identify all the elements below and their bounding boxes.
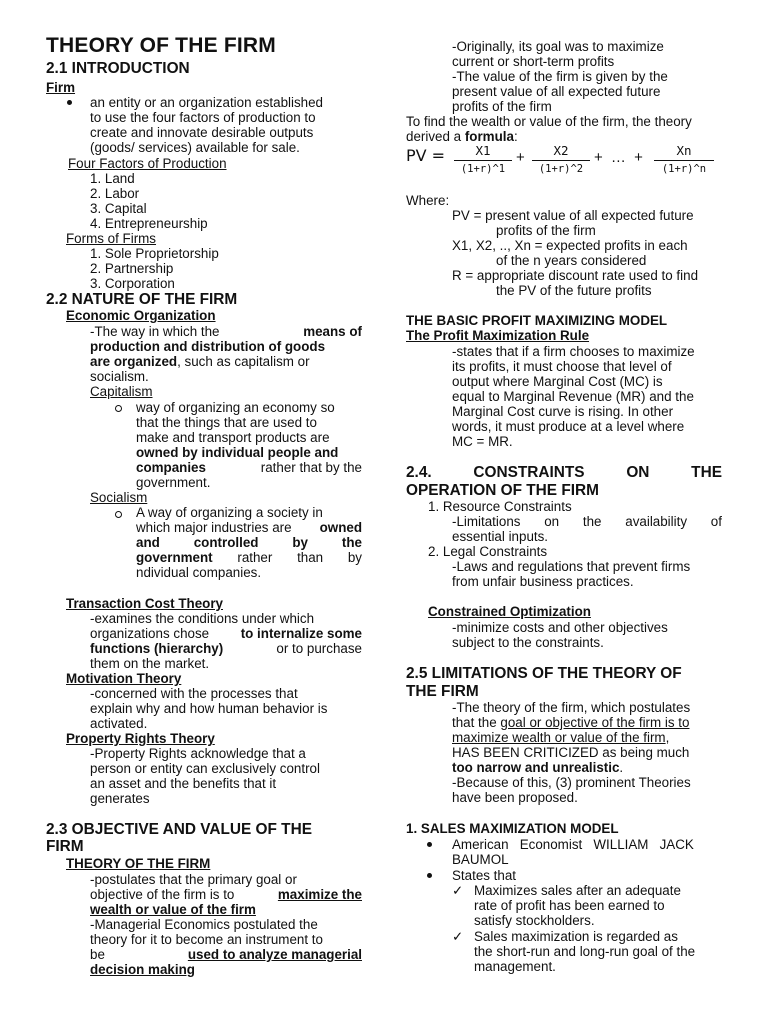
text: that the — [452, 715, 497, 730]
limitations-line: have been proposed. — [452, 790, 578, 805]
formula-exponent: ^2 — [570, 163, 584, 176]
text: be — [90, 947, 105, 962]
co-line: -minimize costs and other objectives — [452, 620, 668, 635]
find-line: To find the wealth or value of the firm, the theory — [406, 114, 692, 129]
smm-line — [452, 837, 722, 852]
firm-definition-line: an entity or an organization established — [90, 95, 324, 110]
legal-constraints-label: 2. Legal Constraints — [428, 544, 548, 559]
pmr-line: MC = MR. — [452, 434, 513, 449]
bold-text: by — [292, 535, 308, 550]
bold-text: government — [136, 550, 213, 565]
bold-text: formula — [464, 129, 514, 144]
pmr-line: its profits, it must choose that level of — [452, 359, 672, 374]
where-line: PV = present value of all expected future — [452, 208, 694, 223]
socialism-line: A way of organizing a society in — [136, 505, 323, 520]
tof-line: theory for it to become an instrument to — [90, 932, 323, 947]
section-2-1-heading: 2.1 INTRODUCTION — [46, 60, 190, 77]
formula-numerator: Xn — [676, 143, 692, 158]
socialism-line: ndividual companies. — [136, 565, 262, 580]
capitalism-line: government. — [136, 475, 211, 490]
bullet-icon — [427, 873, 432, 878]
formula-term-n — [654, 143, 714, 177]
find-line — [406, 129, 518, 144]
prt-line: generates — [90, 791, 150, 806]
mt-line: explain why and how human behavior is — [90, 701, 328, 716]
text: rather — [237, 550, 273, 565]
text: availability — [625, 514, 688, 529]
section-2-3-heading: 2.3 OBJECTIVE AND VALUE OF THE — [46, 821, 312, 838]
page-title: THEORY OF THE FIRM — [46, 34, 276, 57]
four-factors-label: Four Factors of Production — [68, 156, 227, 171]
prt-line: an asset and the benefits that it — [90, 776, 277, 791]
list-item: 2. Labor — [90, 186, 140, 201]
smm-line: management. — [474, 959, 556, 974]
section-2-5-heading: 2.5 LIMITATIONS OF THE THEORY OF — [406, 665, 682, 682]
limitations-line — [452, 715, 689, 730]
text: . — [619, 760, 624, 775]
tof-line: -postulates that the primary goal or — [90, 872, 297, 887]
where-line: R = appropriate discount rate used to find — [452, 268, 699, 283]
formula-denominator: (1+r)^1 — [460, 163, 506, 176]
value-line: profits of the firm — [452, 99, 552, 114]
list-item: 1. Land — [90, 171, 135, 186]
bold-text: functions (hierarchy) — [90, 641, 224, 656]
formula-lhs: PV = — [406, 146, 446, 165]
circle-bullet-icon — [115, 405, 122, 412]
value-line: -The value of the firm is given by the — [452, 69, 668, 84]
section-2-4-heading: OPERATION OF THE FIRM — [406, 482, 599, 499]
rc-line — [452, 514, 722, 529]
text: -Limitations — [452, 514, 521, 529]
text: than — [297, 550, 324, 565]
bullet-icon — [67, 100, 72, 105]
list-item: 1. Sole Proprietorship — [90, 246, 219, 261]
value-line: -Originally, its goal was to maximize — [452, 39, 664, 54]
text: American Economist WILLIAM JACK — [452, 837, 694, 852]
tct-line: them on the market. — [90, 656, 210, 671]
bold-text: maximize the — [277, 887, 362, 902]
section-2-2-heading: 2.2 NATURE OF THE FIRM — [46, 291, 238, 308]
text: derived a — [406, 129, 462, 144]
text: , such as capitalism or — [177, 354, 310, 369]
bold-text: are organized — [90, 354, 178, 369]
heading-word: ON — [626, 464, 650, 481]
formula-exponent: ^1 — [492, 163, 506, 176]
fraction-bar — [532, 160, 590, 161]
limitations-line: -Because of this, (3) prominent Theories — [452, 775, 691, 790]
text: on — [544, 514, 560, 529]
where-line: the PV of the future profits — [496, 283, 652, 298]
smm-line: Maximizes sales after an adequate — [474, 883, 681, 898]
heading-word: CONSTRAINTS — [473, 464, 585, 481]
text: by — [347, 550, 362, 565]
socialism-label: Socialism — [90, 490, 148, 505]
socialism-line — [136, 520, 362, 535]
text: of — [710, 514, 722, 529]
capitalism-line — [136, 460, 362, 475]
text: or to purchase — [276, 641, 362, 656]
pmr-line: words, it must produce at a level where — [452, 419, 685, 434]
lc-line: -Laws and regulations that prevent firms — [452, 559, 691, 574]
bold-text: owned — [319, 520, 362, 535]
bold-text: owned by individual people and — [136, 445, 339, 460]
bold-text: wealth or value of the firm — [90, 902, 256, 917]
text: the — [582, 514, 602, 529]
formula-denominator: (1+r)^n — [661, 163, 707, 176]
limitations-line — [452, 730, 669, 745]
firm-label: Firm — [46, 80, 76, 95]
bold-text: controlled — [193, 535, 259, 550]
tof-line — [90, 947, 362, 962]
bold-text: too narrow and unrealistic — [452, 760, 620, 775]
tof-line — [90, 887, 362, 902]
smm-line: the short-run and long-run goal of the — [474, 944, 696, 959]
mt-line: -concerned with the processes that — [90, 686, 298, 701]
constrained-optimization-label: Constrained Optimization — [428, 604, 591, 619]
property-rights-theory-label: Property Rights Theory — [66, 731, 215, 746]
bullet-icon — [427, 842, 432, 847]
limitations-line: -The theory of the firm, which postulates — [452, 700, 691, 715]
lc-line: from unfair business practices. — [452, 574, 634, 589]
text: -The way in which the — [90, 324, 220, 339]
econ-line — [90, 339, 325, 354]
economic-organization-label: Economic Organization — [66, 308, 216, 323]
prt-line: person or entity can exclusively control — [90, 761, 320, 776]
rc-line: essential inputs. — [452, 529, 549, 544]
formula-denominator: (1+r)^2 — [538, 163, 584, 176]
text: , — [665, 730, 670, 745]
motivation-theory-label: Motivation Theory — [66, 671, 182, 686]
capitalism-line: that the things that are used to — [136, 415, 317, 430]
text: : — [513, 129, 518, 144]
prt-line: -Property Rights acknowledge that a — [90, 746, 306, 761]
socialism-line — [136, 550, 362, 565]
smm-line: rate of profit has been earned to — [474, 898, 665, 913]
underlined-text: goal or objective of the firm is to — [500, 715, 690, 730]
pmr-line: Marginal Cost curve is rising. In other — [452, 404, 674, 419]
econ-line: socialism. — [90, 369, 149, 384]
firm-definition-line: (goods/ services) available for sale. — [90, 140, 300, 155]
pmr-line: equal to Marginal Revenue (MR) and the — [452, 389, 694, 404]
bold-text: production and distribution of goods — [90, 339, 326, 354]
firm-definition-line: to use the four factors of production to — [90, 110, 316, 125]
formula-ellipsis: + … + — [594, 149, 645, 166]
text: rather that by the — [260, 460, 362, 475]
basic-profit-model-heading: THE BASIC PROFIT MAXIMIZING MODEL — [406, 313, 668, 328]
formula-exponent: ^n — [693, 163, 707, 176]
text: which major industries are — [136, 520, 292, 535]
check-icon: ✓ — [452, 929, 464, 944]
tof-line — [90, 902, 256, 917]
heading-word: 2.4. — [406, 464, 432, 481]
list-item: 3. Corporation — [90, 276, 175, 291]
tof-line: -Managerial Economics postulated the — [90, 917, 318, 932]
forms-of-firms-label: Forms of Firms — [66, 231, 157, 246]
smm-line: BAUMOL — [452, 852, 509, 867]
tct-line — [90, 626, 362, 641]
formula-term-2 — [532, 143, 590, 177]
list-item: 2. Partnership — [90, 261, 174, 276]
formula-numerator: X1 — [475, 143, 491, 158]
bold-text: decision making — [90, 962, 195, 977]
value-line: current or short-term profits — [452, 54, 615, 69]
capitalism-line: make and transport products are — [136, 430, 330, 445]
bold-text: the — [341, 535, 362, 550]
bold-text: used to analyze managerial — [187, 947, 362, 962]
fraction-bar — [654, 160, 714, 161]
where-line: X1, X2, .., Xn = expected profits in each — [452, 238, 688, 253]
check-icon: ✓ — [452, 883, 464, 898]
section-2-4-heading — [406, 465, 722, 480]
tof-line — [90, 962, 195, 977]
heading-word: THE — [691, 464, 722, 481]
value-line: present value of all expected future — [452, 84, 661, 99]
smm-line: States that — [452, 868, 517, 883]
where-label: Where: — [406, 193, 450, 208]
smm-line: Sales maximization is regarded as — [474, 929, 678, 944]
bold-text: means of — [303, 324, 362, 339]
formula-term-1 — [454, 143, 512, 177]
tct-line: -examines the conditions under which — [90, 611, 315, 626]
where-line: profits of the firm — [496, 223, 596, 238]
sales-maximization-heading: 1. SALES MAXIMIZATION MODEL — [406, 821, 619, 836]
econ-line — [90, 354, 310, 369]
pmr-line: output where Marginal Cost (MC) is — [452, 374, 663, 389]
profit-maximization-rule-label: The Profit Maximization Rule — [406, 328, 590, 343]
text: objective of the firm is to — [90, 887, 235, 902]
pmr-line: -states that if a firm chooses to maximize — [452, 344, 695, 359]
socialism-line — [136, 535, 362, 550]
fraction-bar — [454, 160, 512, 161]
formula-numerator: X2 — [553, 143, 569, 158]
limitations-line: HAS BEEN CRITICIZED as being much — [452, 745, 690, 760]
firm-definition-line: create and innovate desirable outputs — [90, 125, 314, 140]
tct-line — [90, 641, 362, 656]
list-item: 3. Capital — [90, 201, 147, 216]
section-2-5-heading: THE FIRM — [406, 683, 479, 700]
mt-line: activated. — [90, 716, 148, 731]
capitalism-label: Capitalism — [90, 384, 153, 399]
formula-plus: + — [516, 149, 525, 166]
limitations-line — [452, 760, 623, 775]
underlined-text: maximize wealth or value of the firm — [452, 730, 666, 745]
capitalism-line: way of organizing an economy so — [136, 400, 335, 415]
text: organizations chose — [90, 626, 210, 641]
where-line: of the n years considered — [496, 253, 647, 268]
bold-text: and — [136, 535, 160, 550]
econ-line — [90, 324, 362, 339]
section-2-3-heading: FIRM — [46, 838, 84, 855]
bold-text: to internalize some — [240, 626, 362, 641]
capitalism-line — [136, 445, 338, 460]
theory-of-the-firm-label: THEORY OF THE FIRM — [66, 856, 211, 871]
bold-text: companies — [136, 460, 206, 475]
smm-line: satisfy stockholders. — [474, 913, 595, 928]
transaction-cost-theory-label: Transaction Cost Theory — [66, 596, 223, 611]
co-line: subject to the constraints. — [452, 635, 604, 650]
circle-bullet-icon — [115, 511, 122, 518]
list-item: 4. Entrepreneurship — [90, 216, 208, 231]
resource-constraints-label: 1. Resource Constraints — [428, 499, 572, 514]
